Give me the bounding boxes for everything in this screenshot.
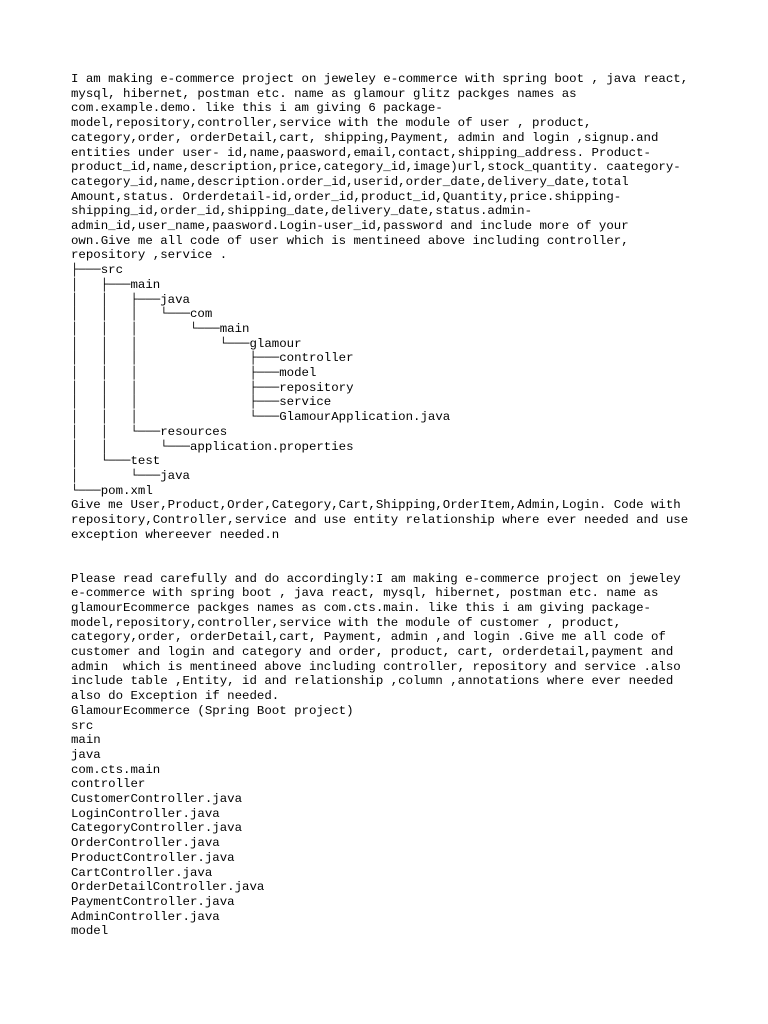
request-paragraph: Give me User,Product,Order,Category,Cart,Shipping,OrderItem,Admin,Login. Code with repository,Controller,service and use entity relationship where ever needed and use exception whereever needed.n <box>71 498 689 542</box>
paragraph-gap <box>71 543 728 572</box>
project-structure-list: GlamourEcommerce (Spring Boot project) src main java com.cts.main controller CustomerController.java LoginController.java CategoryController.java OrderController.java ProductController.java CartController.java OrderDetailController.java PaymentController.java AdminController.java model <box>71 703 354 939</box>
prompt-paragraph-2: Please read carefully and do accordingly:I am making e-commerce project on jeweley e-commerce with spring boot , java react, mysql, hibernet, postman etc. name as glamourEcommerce packges names as com.cts.main. like this i am giving package- model,repository,controller,service with the module of customer , product, category,order, orderDetail,cart, Payment, admin ,and login .Give me all code of customer and login and category and order, product, cart, orderdetail,payment and admin which is mentineed above including controller, repository and service .also include table ,Entity, id and relationship ,column ,annotations where ever needed also do Exception if needed. <box>71 571 681 704</box>
prompt-paragraph-1: I am making e-commerce project on jeweley e-commerce with spring boot , java react, mysql, hibernet, postman etc. name as glamour glitz packges names as com.example.demo. like this i am giving 6 package- model,repository,controller,service with the module of user , product, category,order, orderDetail,cart, shipping,Payment, admin and login ,signup.and entities under user- id,name,paasword,email,contact,shipping_address. Product- product_id,name,description,price,category_id,image)url,stock_quantity. caategory- category_id,name,description.order_id,userid,order_date,delivery_date,total Amount,status. Orderdetail-id,order_id,product_id,Quantity,price.shipping- shipping_id,order_id,shipping_date,delivery_date,status.admin- admin_id,user_name,paasword.Login-user_id,password and include more of your own.Give me all code of user which is mentineed above including controller, repository ,service . <box>71 72 689 263</box>
directory-tree: ├───src │ ├───main │ │ ├───java │ │ │ └───com │ │ │ └───main │ │ │ └───glamour │ │ │ ├───controller │ │ │ ├───model │ │ │ ├───repository │ │ │ ├───service │ │ │ └───GlamourApplication.java │ │ └───resources │ │ └───application.properties │ └───test │ └───java └───pom.xml <box>71 263 451 498</box>
